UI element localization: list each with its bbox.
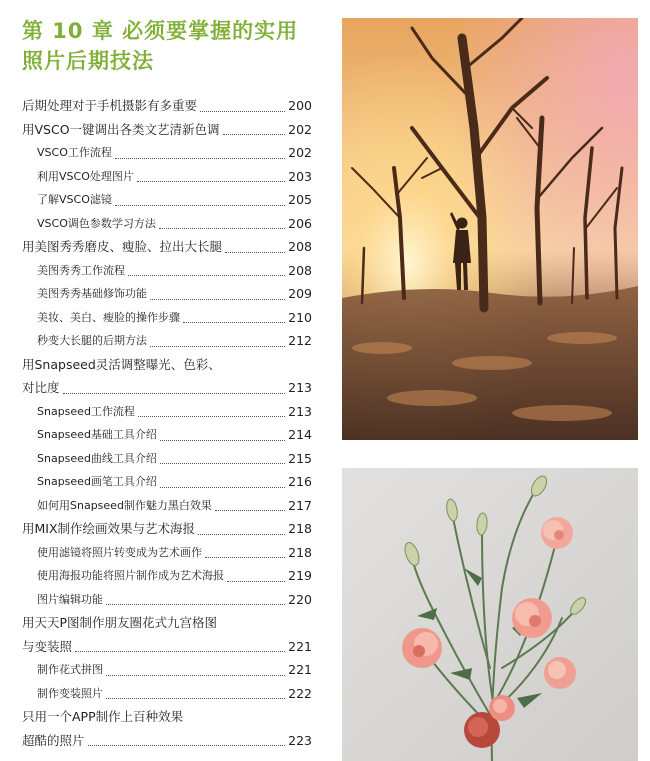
- toc-entry-title: 美妆、美白、瘦脸的操作步骤: [37, 310, 180, 324]
- toc-entry-title: 用MIX制作绘画效果与艺术海报: [22, 521, 196, 536]
- chapter-title-line2: 照片后期技法: [22, 49, 154, 73]
- toc-entry-title: VSCO工作流程: [37, 146, 112, 159]
- toc-entry: [22, 94, 312, 118]
- toc-entry: [22, 282, 312, 306]
- toc-entry-page: 208: [288, 239, 312, 254]
- toc-dot-leader: [115, 188, 285, 212]
- toc-entry-page: 202: [288, 121, 312, 137]
- toc-entry: [22, 541, 312, 565]
- toc-entry: [22, 376, 312, 400]
- toc-entry-page: 217: [288, 497, 312, 513]
- toc-entry-title: 了解VSCO滤镜: [37, 193, 112, 206]
- toc-entry: [22, 705, 312, 729]
- toc-entry-title: 如何用Snapseed制作魅力黑白效果: [37, 498, 212, 512]
- toc-entry-title: 用Snapseed灵活调整曝光、色彩、: [22, 356, 221, 372]
- toc-entry: [22, 564, 312, 588]
- pink-flowers-photo: [342, 468, 638, 761]
- toc-entry: [22, 353, 312, 377]
- toc-entry-title: Snapseed基础工具介绍: [37, 428, 157, 441]
- toc-entry-page: 218: [288, 521, 312, 536]
- toc-entry-page: 214: [288, 427, 312, 442]
- toc-entry-title: Snapseed曲线工具介绍: [37, 451, 157, 465]
- toc-entry-page: 216: [288, 474, 312, 489]
- toc-entry: [22, 658, 312, 682]
- toc-dot-leader: [205, 541, 285, 565]
- toc-entry-page: 221: [288, 638, 312, 654]
- toc-entry-page: 218: [288, 544, 312, 560]
- toc-entry-title: 对比度: [22, 380, 60, 395]
- toc-dot-leader: [106, 682, 285, 706]
- toc-entry: [22, 306, 312, 330]
- toc-entry-title: Snapseed工作流程: [37, 404, 135, 418]
- toc-dot-leader: [128, 259, 285, 283]
- toc-entry: [22, 682, 312, 706]
- toc-entry-page: 215: [288, 450, 312, 466]
- toc-entry-page: 220: [288, 591, 312, 607]
- toc-dot-leader: [150, 329, 285, 353]
- toc-entry: [22, 212, 312, 236]
- toc-dot-leader: [137, 165, 285, 189]
- toc-dot-leader: [227, 564, 285, 588]
- toc-dot-leader: [183, 306, 285, 330]
- toc-entry: [22, 611, 312, 635]
- toc-entry: [22, 259, 312, 283]
- chapter-title-line1: 第 10 章 必须要掌握的实用: [22, 19, 299, 43]
- toc-entry: [22, 447, 312, 471]
- toc-entry-page: 200: [288, 98, 312, 113]
- toc-dot-leader: [138, 400, 285, 424]
- toc-dot-leader: [198, 517, 285, 541]
- toc-entry: [22, 517, 312, 541]
- toc-entry-page: 203: [288, 168, 312, 184]
- toc-dot-leader: [225, 235, 285, 259]
- toc-entry-title: 美图秀秀工作流程: [37, 263, 125, 277]
- toc-entry-page: 212: [288, 333, 312, 348]
- toc-entry-title: 用美图秀秀磨皮、瘦脸、拉出大长腿: [22, 239, 223, 254]
- toc-entry-page: 222: [288, 685, 312, 701]
- toc-dot-leader: [159, 212, 285, 236]
- toc-entry: [22, 729, 312, 753]
- toc-entry: [22, 423, 312, 447]
- toc-entry: [22, 165, 312, 189]
- toc-entry-title: 秒变大长腿的后期方法: [37, 334, 147, 347]
- toc-entry: [22, 118, 312, 142]
- toc-entry: [22, 470, 312, 494]
- toc-dot-leader: [215, 494, 285, 518]
- toc-dot-leader: [63, 376, 286, 400]
- toc-dot-leader: [160, 470, 285, 494]
- toc-dot-leader: [75, 635, 285, 659]
- toc-entry-page: 205: [288, 192, 312, 207]
- toc-entry-page: 223: [288, 732, 312, 748]
- toc-entry-title: 用VSCO一键调出各类文艺清新色调: [22, 121, 220, 137]
- toc-entry-page: 202: [288, 145, 312, 160]
- toc-entry: [22, 635, 312, 659]
- toc-entry-title: 只用一个APP制作上百种效果: [22, 709, 184, 724]
- toc-dot-leader: [200, 94, 285, 118]
- toc-entry-title: 制作变装照片: [37, 686, 103, 700]
- toc-entry-page: 206: [288, 215, 312, 231]
- toc-entry-title: VSCO调色参数学习方法: [37, 216, 156, 230]
- toc-entry-title: 与变装照: [22, 638, 73, 654]
- toc-entry-title: 使用滤镜将照片转变成为艺术画作: [37, 545, 202, 559]
- toc-entry-page: 210: [288, 309, 312, 325]
- toc-entry: [22, 188, 312, 212]
- toc-entry-title: 制作花式拼图: [37, 663, 103, 676]
- toc-entry-page: 219: [288, 568, 312, 583]
- toc-entry: [22, 235, 312, 259]
- toc-entry-page: 208: [288, 262, 312, 278]
- toc-dot-leader: [106, 588, 285, 612]
- toc-entry: [22, 141, 312, 165]
- toc-dot-leader: [150, 282, 285, 306]
- toc-entry: [22, 588, 312, 612]
- toc-entry-title: Snapseed画笔工具介绍: [37, 475, 157, 488]
- toc-entry-title: 美图秀秀基础修饰功能: [37, 287, 147, 300]
- toc-dot-leader: [106, 658, 285, 682]
- toc-entry-title: 使用海报功能将照片制作成为艺术海报: [37, 569, 224, 582]
- toc-dot-leader: [160, 423, 285, 447]
- toc-entry-title: 超酷的照片: [22, 732, 85, 748]
- toc-entry-title: 用天天P图制作朋友圈花式九宫格图: [22, 615, 218, 630]
- chapter-title: [22, 16, 322, 76]
- toc-entry-page: 221: [288, 662, 312, 677]
- toc-dot-leader: [223, 118, 286, 142]
- toc-entry: [22, 400, 312, 424]
- toc-entry-page: 209: [288, 286, 312, 301]
- table-of-contents: [22, 94, 312, 752]
- toc-entry: [22, 329, 312, 353]
- toc-entry-title: 利用VSCO处理图片: [37, 169, 134, 183]
- toc-dot-leader: [88, 729, 286, 753]
- toc-entry-page: 213: [288, 403, 312, 419]
- toc-entry-title: 后期处理对于手机摄影有多重要: [22, 98, 198, 113]
- toc-entry-title: 图片编辑功能: [37, 592, 103, 606]
- toc-dot-leader: [115, 141, 285, 165]
- toc-entry: [22, 494, 312, 518]
- toc-entry-page: 213: [288, 380, 312, 395]
- toc-dot-leader: [160, 447, 285, 471]
- sunset-silhouette-photo: [342, 18, 638, 440]
